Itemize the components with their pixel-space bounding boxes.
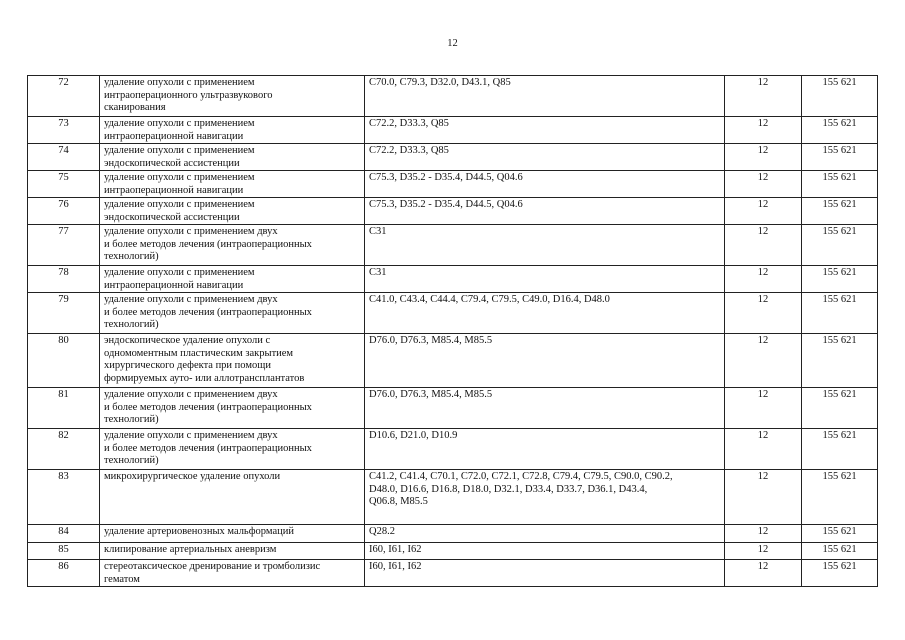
codes-line: I60, I61, I62 — [369, 544, 422, 555]
description-line: клипирование артериальных аневризм — [104, 544, 277, 555]
codes-line: C72.2, D33.3, Q85 — [369, 145, 449, 156]
quantity-cell: 12 — [725, 266, 802, 293]
description-line: удаление опухоли с применением — [104, 118, 255, 129]
description-line: технологий) — [104, 251, 159, 262]
quantity-cell: 12 — [725, 144, 802, 171]
diagnosis-codes-cell — [365, 171, 725, 198]
codes-line: C31 — [369, 226, 387, 237]
quantity-cell: 12 — [725, 171, 802, 198]
price-cell: 155 621 — [802, 225, 878, 266]
description-line: удаление артериовенозных мальформаций — [104, 526, 294, 537]
quantity-cell: 12 — [725, 470, 802, 525]
table-row — [28, 429, 878, 470]
table-row — [28, 198, 878, 225]
procedure-description-cell — [100, 117, 365, 144]
table-row — [28, 560, 878, 587]
description-line: технологий) — [104, 414, 159, 425]
row-number-cell: 84 — [28, 525, 100, 543]
quantity-cell: 12 — [725, 198, 802, 225]
row-number-cell: 86 — [28, 560, 100, 587]
quantity-cell: 12 — [725, 429, 802, 470]
description-line: гематом — [104, 573, 140, 585]
price-cell: 155 621 — [802, 470, 878, 525]
price-cell: 155 621 — [802, 171, 878, 198]
price-cell: 155 621 — [802, 543, 878, 560]
quantity-cell: 12 — [725, 293, 802, 334]
procedure-description-cell — [100, 76, 365, 117]
quantity-cell: 12 — [725, 117, 802, 144]
row-number-cell: 81 — [28, 388, 100, 429]
description-line: удаление опухоли с применением — [104, 267, 255, 278]
description-line: и более методов лечения (интраоперационных — [104, 306, 312, 318]
description-line: и более методов лечения (интраоперационных — [104, 442, 312, 454]
description-line: удаление опухоли с применением — [104, 145, 255, 156]
row-number-cell: 73 — [28, 117, 100, 144]
row-number-cell: 74 — [28, 144, 100, 171]
diagnosis-codes-cell — [365, 76, 725, 117]
codes-line: C72.2, D33.3, Q85 — [369, 118, 449, 129]
price-cell: 155 621 — [802, 525, 878, 543]
price-cell: 155 621 — [802, 144, 878, 171]
codes-line: D48.0, D16.6, D16.8, D18.0, D32.1, D33.4, D33.7, D36.1, D43.4, — [369, 483, 648, 495]
table-row — [28, 266, 878, 293]
table-row — [28, 388, 878, 429]
diagnosis-codes-cell — [365, 117, 725, 144]
row-number-cell: 76 — [28, 198, 100, 225]
quantity-cell: 12 — [725, 543, 802, 560]
codes-line: Q28.2 — [369, 526, 395, 537]
description-line: интраоперационной навигации — [104, 279, 244, 291]
description-line: технологий) — [104, 319, 159, 330]
quantity-cell: 12 — [725, 388, 802, 429]
diagnosis-codes-cell — [365, 525, 725, 543]
diagnosis-codes-cell — [365, 388, 725, 429]
procedure-description-cell — [100, 334, 365, 388]
table-row — [28, 76, 878, 117]
procedure-description-cell — [100, 525, 365, 543]
price-cell: 155 621 — [802, 198, 878, 225]
procedure-description-cell — [100, 388, 365, 429]
description-line: хирургического дефекта при помощи — [104, 360, 271, 371]
codes-line: C31 — [369, 267, 387, 278]
procedure-description-cell — [100, 293, 365, 334]
price-cell: 155 621 — [802, 117, 878, 144]
table-row — [28, 117, 878, 144]
description-line: удаление опухоли с применением — [104, 77, 255, 88]
procedure-description-cell — [100, 543, 365, 560]
quantity-cell: 12 — [725, 334, 802, 388]
diagnosis-codes-cell — [365, 334, 725, 388]
description-line: стереотаксическое дренирование и тромболизис — [104, 561, 321, 572]
table-row — [28, 225, 878, 266]
diagnosis-codes-cell — [365, 470, 725, 525]
description-line: микрохирургическое удаление опухоли — [104, 471, 281, 482]
codes-line: C75.3, D35.2 - D35.4, D44.5, Q04.6 — [369, 172, 523, 183]
diagnosis-codes-cell — [365, 144, 725, 171]
procedure-description-cell — [100, 198, 365, 225]
row-number-cell: 85 — [28, 543, 100, 560]
diagnosis-codes-cell — [365, 429, 725, 470]
diagnosis-codes-cell — [365, 560, 725, 587]
row-number-cell: 78 — [28, 266, 100, 293]
description-line: удаление опухоли с применением двух — [104, 226, 278, 237]
codes-line: C75.3, D35.2 - D35.4, D44.5, Q04.6 — [369, 199, 523, 210]
table-body — [28, 76, 878, 587]
description-line: удаление опухоли с применением двух — [104, 430, 278, 441]
table-row — [28, 334, 878, 388]
description-line: и более методов лечения (интраоперационных — [104, 238, 312, 250]
table-row — [28, 470, 878, 525]
codes-line: D76.0, D76.3, M85.4, M85.5 — [369, 389, 493, 400]
price-cell: 155 621 — [802, 388, 878, 429]
description-line: формируемых ауто- или аллотрансплантатов — [104, 372, 305, 384]
codes-line: C41.2, C41.4, C70.1, C72.0, C72.1, C72.8, C79.4, C79.5, C90.0, C90.2, — [369, 471, 673, 482]
description-line: интраоперационного ультразвукового — [104, 89, 273, 101]
page-number: 12 — [447, 38, 458, 49]
diagnosis-codes-cell — [365, 293, 725, 334]
row-number-cell: 77 — [28, 225, 100, 266]
description-line: удаление опухоли с применением — [104, 172, 255, 183]
procedure-description-cell — [100, 225, 365, 266]
codes-line: D76.0, D76.3, M85.4, M85.5 — [369, 335, 493, 346]
quantity-cell: 12 — [725, 225, 802, 266]
description-line: эндоскопической ассистенции — [104, 211, 240, 223]
procedures-table — [27, 75, 878, 587]
quantity-cell: 12 — [725, 525, 802, 543]
description-line: технологий) — [104, 455, 159, 466]
codes-line: C41.0, C43.4, C44.4, C79.4, C79.5, C49.0, D16.4, D48.0 — [369, 294, 610, 305]
description-line: одномоментным пластическим закрытием — [104, 347, 294, 359]
table-row — [28, 144, 878, 171]
price-cell: 155 621 — [802, 334, 878, 388]
description-line: эндоскопическое удаление опухоли с — [104, 335, 271, 346]
diagnosis-codes-cell — [365, 225, 725, 266]
procedure-description-cell — [100, 144, 365, 171]
price-cell: 155 621 — [802, 76, 878, 117]
codes-line: Q06.8, M85.5 — [369, 496, 428, 507]
description-line: эндоскопической ассистенции — [104, 157, 240, 169]
description-line: и более методов лечения (интраоперационных — [104, 401, 312, 413]
codes-line: D10.6, D21.0, D10.9 — [369, 430, 458, 441]
table-row — [28, 543, 878, 560]
row-number-cell: 80 — [28, 334, 100, 388]
procedure-description-cell — [100, 171, 365, 198]
table-row — [28, 293, 878, 334]
description-line: удаление опухоли с применением — [104, 199, 255, 210]
row-number-cell: 82 — [28, 429, 100, 470]
description-line: интраоперационной навигации — [104, 184, 244, 196]
codes-line: I60, I61, I62 — [369, 561, 422, 572]
row-number-cell: 83 — [28, 470, 100, 525]
row-number-cell: 79 — [28, 293, 100, 334]
price-cell: 155 621 — [802, 560, 878, 587]
procedure-description-cell — [100, 429, 365, 470]
quantity-cell: 12 — [725, 560, 802, 587]
codes-line: C70.0, C79.3, D32.0, D43.1, Q85 — [369, 77, 511, 88]
description-line: сканирования — [104, 102, 166, 113]
procedure-description-cell — [100, 470, 365, 525]
diagnosis-codes-cell — [365, 198, 725, 225]
description-line: удаление опухоли с применением двух — [104, 294, 278, 305]
quantity-cell: 12 — [725, 76, 802, 117]
diagnosis-codes-cell — [365, 543, 725, 560]
price-cell: 155 621 — [802, 429, 878, 470]
procedure-description-cell — [100, 560, 365, 587]
description-line: удаление опухоли с применением двух — [104, 389, 278, 400]
row-number-cell: 72 — [28, 76, 100, 117]
row-number-cell: 75 — [28, 171, 100, 198]
table-row — [28, 171, 878, 198]
table-row — [28, 525, 878, 543]
price-cell: 155 621 — [802, 293, 878, 334]
diagnosis-codes-cell — [365, 266, 725, 293]
price-cell: 155 621 — [802, 266, 878, 293]
procedure-description-cell — [100, 266, 365, 293]
description-line: интраоперационной навигации — [104, 130, 244, 142]
